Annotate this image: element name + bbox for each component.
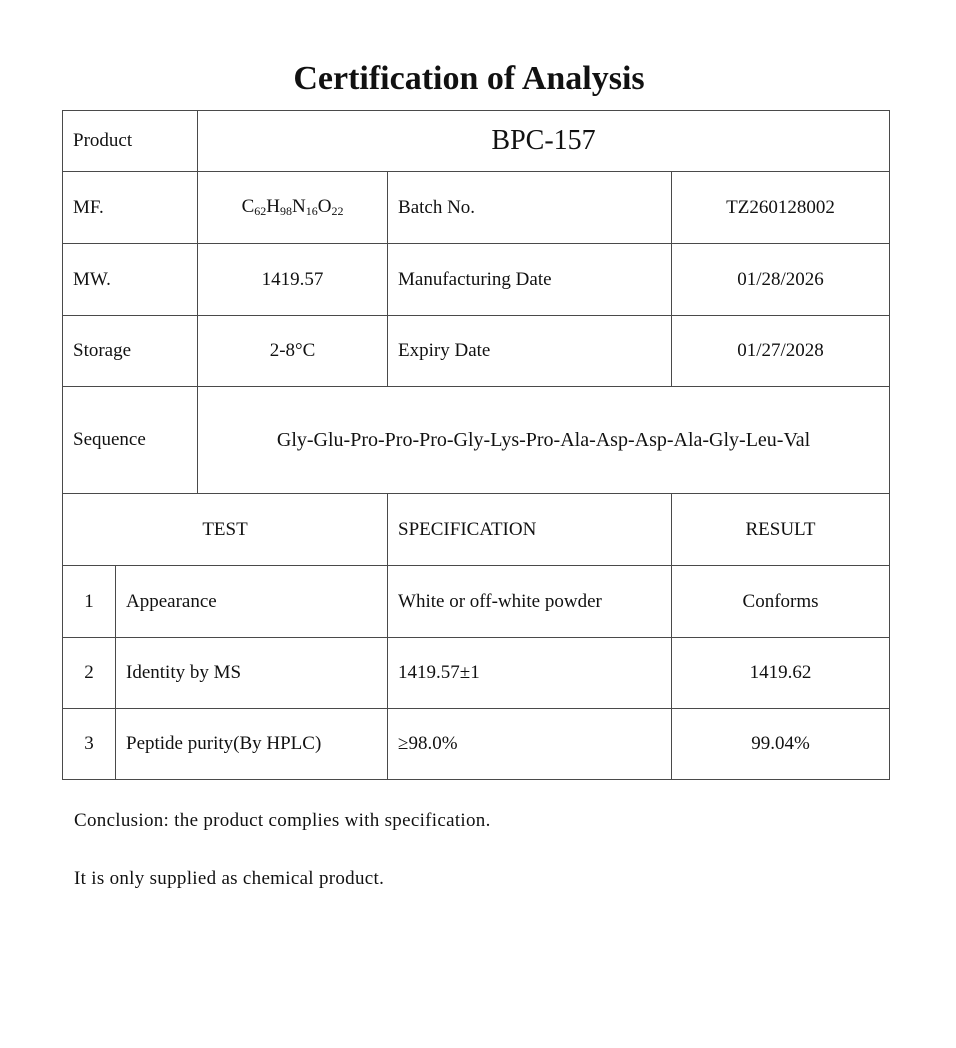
test-column-header: TEST — [63, 494, 388, 566]
formula-element: N — [291, 196, 306, 217]
manufacturing-date-label: Manufacturing Date — [388, 244, 672, 316]
result-column-header: RESULT — [672, 494, 890, 566]
test-header-row — [63, 494, 890, 566]
test-specification: 1419.57±1 — [388, 638, 672, 709]
formula-subscript: 98 — [279, 204, 292, 218]
batch-label: Batch No. — [388, 172, 672, 244]
test-name: Identity by MS — [116, 638, 388, 709]
sequence-value: Gly-Glu-Pro-Pro-Pro-Gly-Lys-Pro-Ala-Asp-Asp-Ala-Gly-Leu-Val — [198, 387, 890, 494]
molecular-formula — [198, 172, 388, 244]
formula-element: C — [241, 196, 255, 217]
test-row — [63, 638, 890, 709]
test-specification: ≥98.0% — [388, 709, 672, 780]
supply-note: It is only supplied as chemical product. — [74, 868, 385, 889]
storage-label: Storage — [63, 316, 198, 387]
product-row — [63, 111, 890, 172]
formula-element: O — [317, 196, 332, 217]
product-value: BPC-157 — [198, 111, 890, 172]
expiry-date-value: 01/27/2028 — [672, 316, 890, 387]
product-label: Product — [63, 111, 198, 172]
specification-column-header: SPECIFICATION — [388, 494, 672, 566]
test-row — [63, 709, 890, 780]
analysis-table — [62, 110, 890, 780]
formula-subscript: 16 — [305, 204, 318, 218]
test-number: 2 — [63, 638, 116, 709]
test-row — [63, 566, 890, 638]
storage-row — [63, 316, 890, 387]
formula-subscript: 22 — [331, 204, 344, 218]
test-number: 1 — [63, 566, 116, 638]
test-number: 3 — [63, 709, 116, 780]
mf-row — [63, 172, 890, 244]
sequence-label: Sequence — [63, 387, 198, 494]
batch-value: TZ260128002 — [672, 172, 890, 244]
manufacturing-date-value: 01/28/2026 — [672, 244, 890, 316]
document-title: Certification of Analysis — [293, 60, 645, 97]
conclusion-text: Conclusion: the product complies with specification. — [74, 810, 491, 831]
formula-element: H — [266, 196, 280, 217]
test-result: 99.04% — [672, 709, 890, 780]
mw-label: MW. — [63, 244, 198, 316]
test-name: Appearance — [116, 566, 388, 638]
mw-value: 1419.57 — [198, 244, 388, 316]
test-result: 1419.62 — [672, 638, 890, 709]
mw-row — [63, 244, 890, 316]
sequence-row — [63, 387, 890, 494]
formula-subscript: 62 — [254, 204, 267, 218]
test-name: Peptide purity(By HPLC) — [116, 709, 388, 780]
test-result: Conforms — [672, 566, 890, 638]
mf-label: MF. — [63, 172, 198, 244]
expiry-date-label: Expiry Date — [388, 316, 672, 387]
test-specification: White or off-white powder — [388, 566, 672, 638]
storage-value: 2-8°C — [198, 316, 388, 387]
